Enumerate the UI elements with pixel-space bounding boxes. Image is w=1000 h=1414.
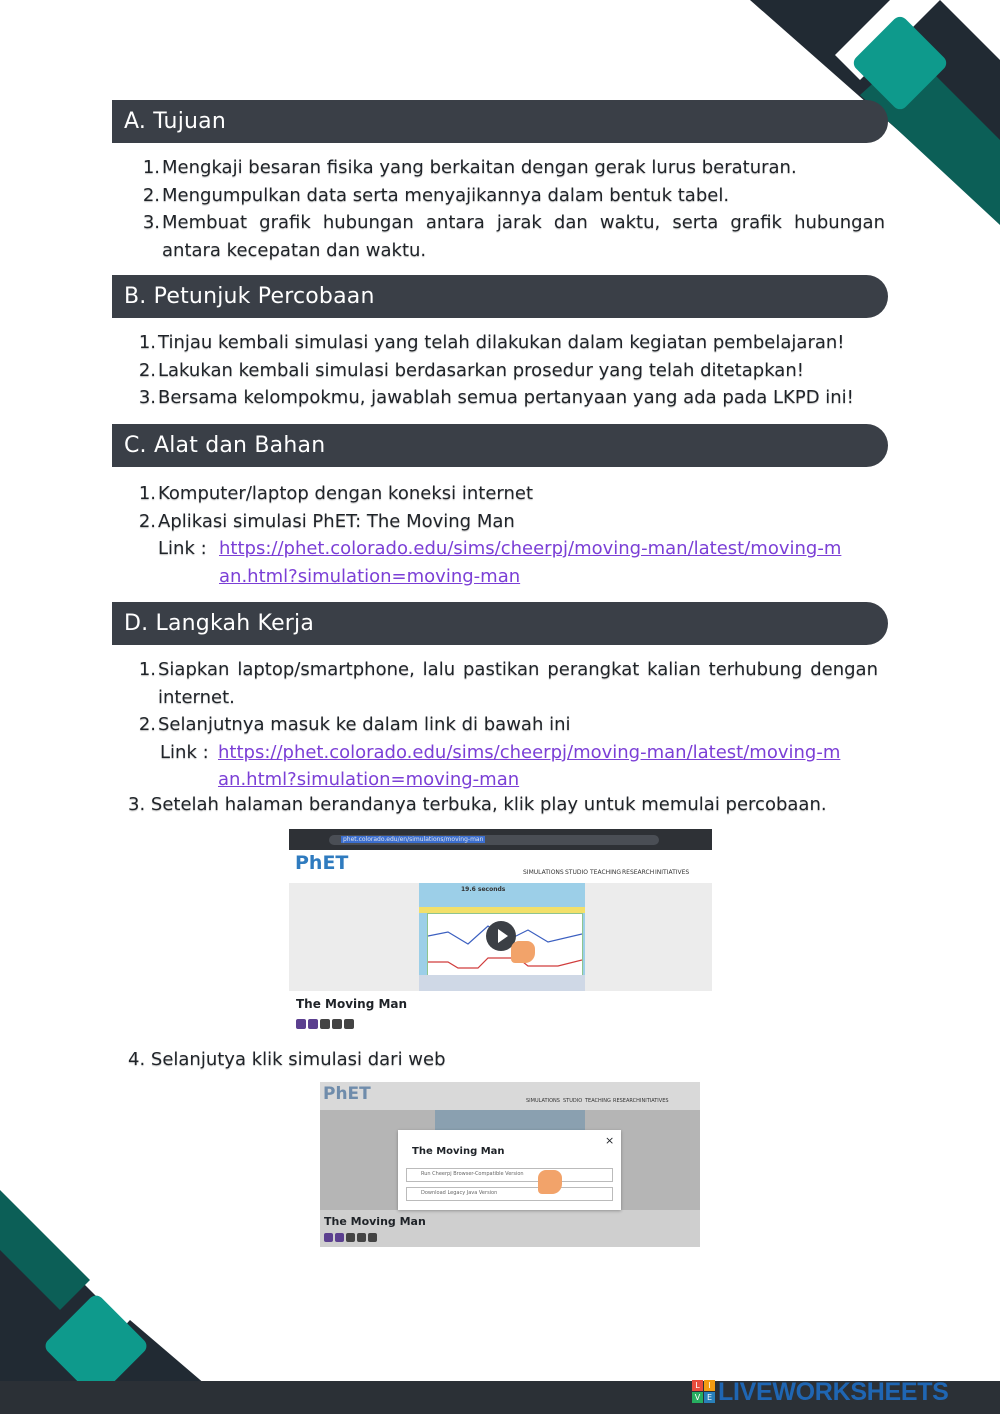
share-icons — [296, 1019, 366, 1030]
screenshot1-title: The Moving Man — [296, 997, 408, 1011]
download-icon[interactable] — [296, 1019, 306, 1029]
site-header — [289, 850, 712, 883]
liveworksheets-logo — [692, 1377, 992, 1407]
nav-simulations: SIMULATIONS — [523, 869, 564, 876]
address-text: phet.colorado.edu/en/simulations/moving-man — [343, 836, 484, 843]
step-3: 3. Setelah halaman berandanya terbuka, klik play untuk memulai percobaan. — [128, 794, 827, 815]
logo-tiles: L I V E — [692, 1380, 716, 1404]
section-b-list — [136, 329, 886, 412]
nav-teaching: TEACHING — [585, 1098, 611, 1104]
twitter-icon[interactable] — [344, 1019, 354, 1029]
link-row — [160, 739, 850, 794]
twitter-icon[interactable] — [368, 1233, 377, 1242]
brand-text: LIVEWORKSHEETS — [718, 1378, 949, 1406]
section-d-header: D. Langkah Kerja — [112, 602, 888, 645]
list-item: 1. Siapkan laptop/smartphone, lalu pastikan perangkat kalian terhubung dengan internet. — [138, 659, 878, 708]
run-cheerpj-option[interactable]: Run Cheerpj Browser-Compatible Version — [406, 1168, 613, 1182]
section-d-list — [136, 656, 878, 794]
email-icon[interactable] — [320, 1019, 330, 1029]
sim-time: 19.6 seconds — [461, 886, 506, 893]
nav-studio: STUDIO — [565, 869, 588, 876]
list-item: 3. Membuat grafik hubungan antara jarak dan waktu, serta grafik hubungan antara kecepatan dan waktu. — [142, 212, 885, 261]
section-c-list — [136, 480, 876, 590]
embed-icon[interactable] — [335, 1233, 344, 1242]
close-icon[interactable]: × — [605, 1134, 615, 1147]
screenshot2-title: The Moving Man — [324, 1215, 426, 1228]
simulation-link[interactable]: https://phet.colorado.edu/sims/cheerpj/moving-man/latest/moving-man.html?simulation=moving-man — [219, 538, 842, 587]
step-4: 4. Selanjutya klik simulasi dari web — [128, 1049, 446, 1070]
modal-dialog — [398, 1130, 621, 1210]
section-a-list — [140, 154, 885, 264]
link-label: Link : — [158, 538, 207, 559]
section-c-header: C. Alat dan Bahan — [112, 424, 888, 467]
simulation-link[interactable]: https://phet.colorado.edu/sims/cheerpj/moving-man/latest/moving-man.html?simulation=moving-man — [218, 741, 841, 790]
phet-logo: PhET — [323, 1084, 371, 1104]
modal-title: The Moving Man — [412, 1146, 505, 1157]
phet-logo: PhET — [295, 852, 349, 874]
list-item: 2. Mengumpulkan data serta menyajikannya dalam bentuk tabel. — [142, 184, 730, 206]
section-b-header: B. Petunjuk Percobaan — [112, 275, 888, 318]
share-icons — [324, 1233, 384, 1243]
nav-initiatives: INITIATIVES — [640, 1098, 669, 1104]
sim-preview-dim — [435, 1110, 585, 1132]
facebook-icon[interactable] — [332, 1019, 342, 1029]
link-label: Link : — [160, 741, 209, 763]
hand-pointer-icon — [538, 1170, 562, 1194]
nav-simulations: SIMULATIONS — [526, 1098, 560, 1104]
list-item: 1. Tinjau kembali simulasi yang telah dilakukan dalam kegiatan pembelajaran! — [138, 332, 845, 353]
nav-initiatives: INITIATIVES — [655, 869, 690, 876]
embed-icon[interactable] — [308, 1019, 318, 1029]
list-item: 2. Lakukan kembali simulasi berdasarkan prosedur yang telah ditetapkan! — [138, 359, 804, 381]
list-item: 1. Mengkaji besaran fisika yang berkaitan dengan gerak lurus beraturan. — [142, 157, 797, 178]
list-item: 1. Komputer/laptop dengan koneksi internet — [138, 483, 534, 504]
email-icon[interactable] — [346, 1233, 355, 1242]
nav-research: RESEARCH — [622, 869, 655, 876]
nav-studio: STUDIO — [563, 1098, 583, 1104]
list-item: 2. Selanjutnya masuk ke dalam link di bawah ini — [138, 714, 571, 735]
download-icon[interactable] — [324, 1233, 333, 1242]
hand-pointer-icon — [511, 941, 535, 963]
sim-controls — [419, 975, 585, 991]
list-item: 3. Bersama kelompokmu, jawablah semua pertanyaan yang ada pada LKPD ini! — [138, 387, 854, 408]
list-item: 2. Aplikasi simulasi PhET: The Moving Man — [138, 510, 515, 532]
link-row — [158, 535, 848, 590]
download-legacy-option[interactable]: Download Legacy Java Version — [406, 1187, 613, 1201]
screenshot-phet-home — [289, 829, 712, 991]
nav-research: RESEARCH — [613, 1098, 640, 1104]
facebook-icon[interactable] — [357, 1233, 366, 1242]
section-a-header: A. Tujuan — [112, 100, 888, 143]
nav-teaching: TEACHING — [590, 869, 622, 876]
site-header — [320, 1082, 700, 1110]
screenshot-phet-modal — [320, 1082, 700, 1247]
